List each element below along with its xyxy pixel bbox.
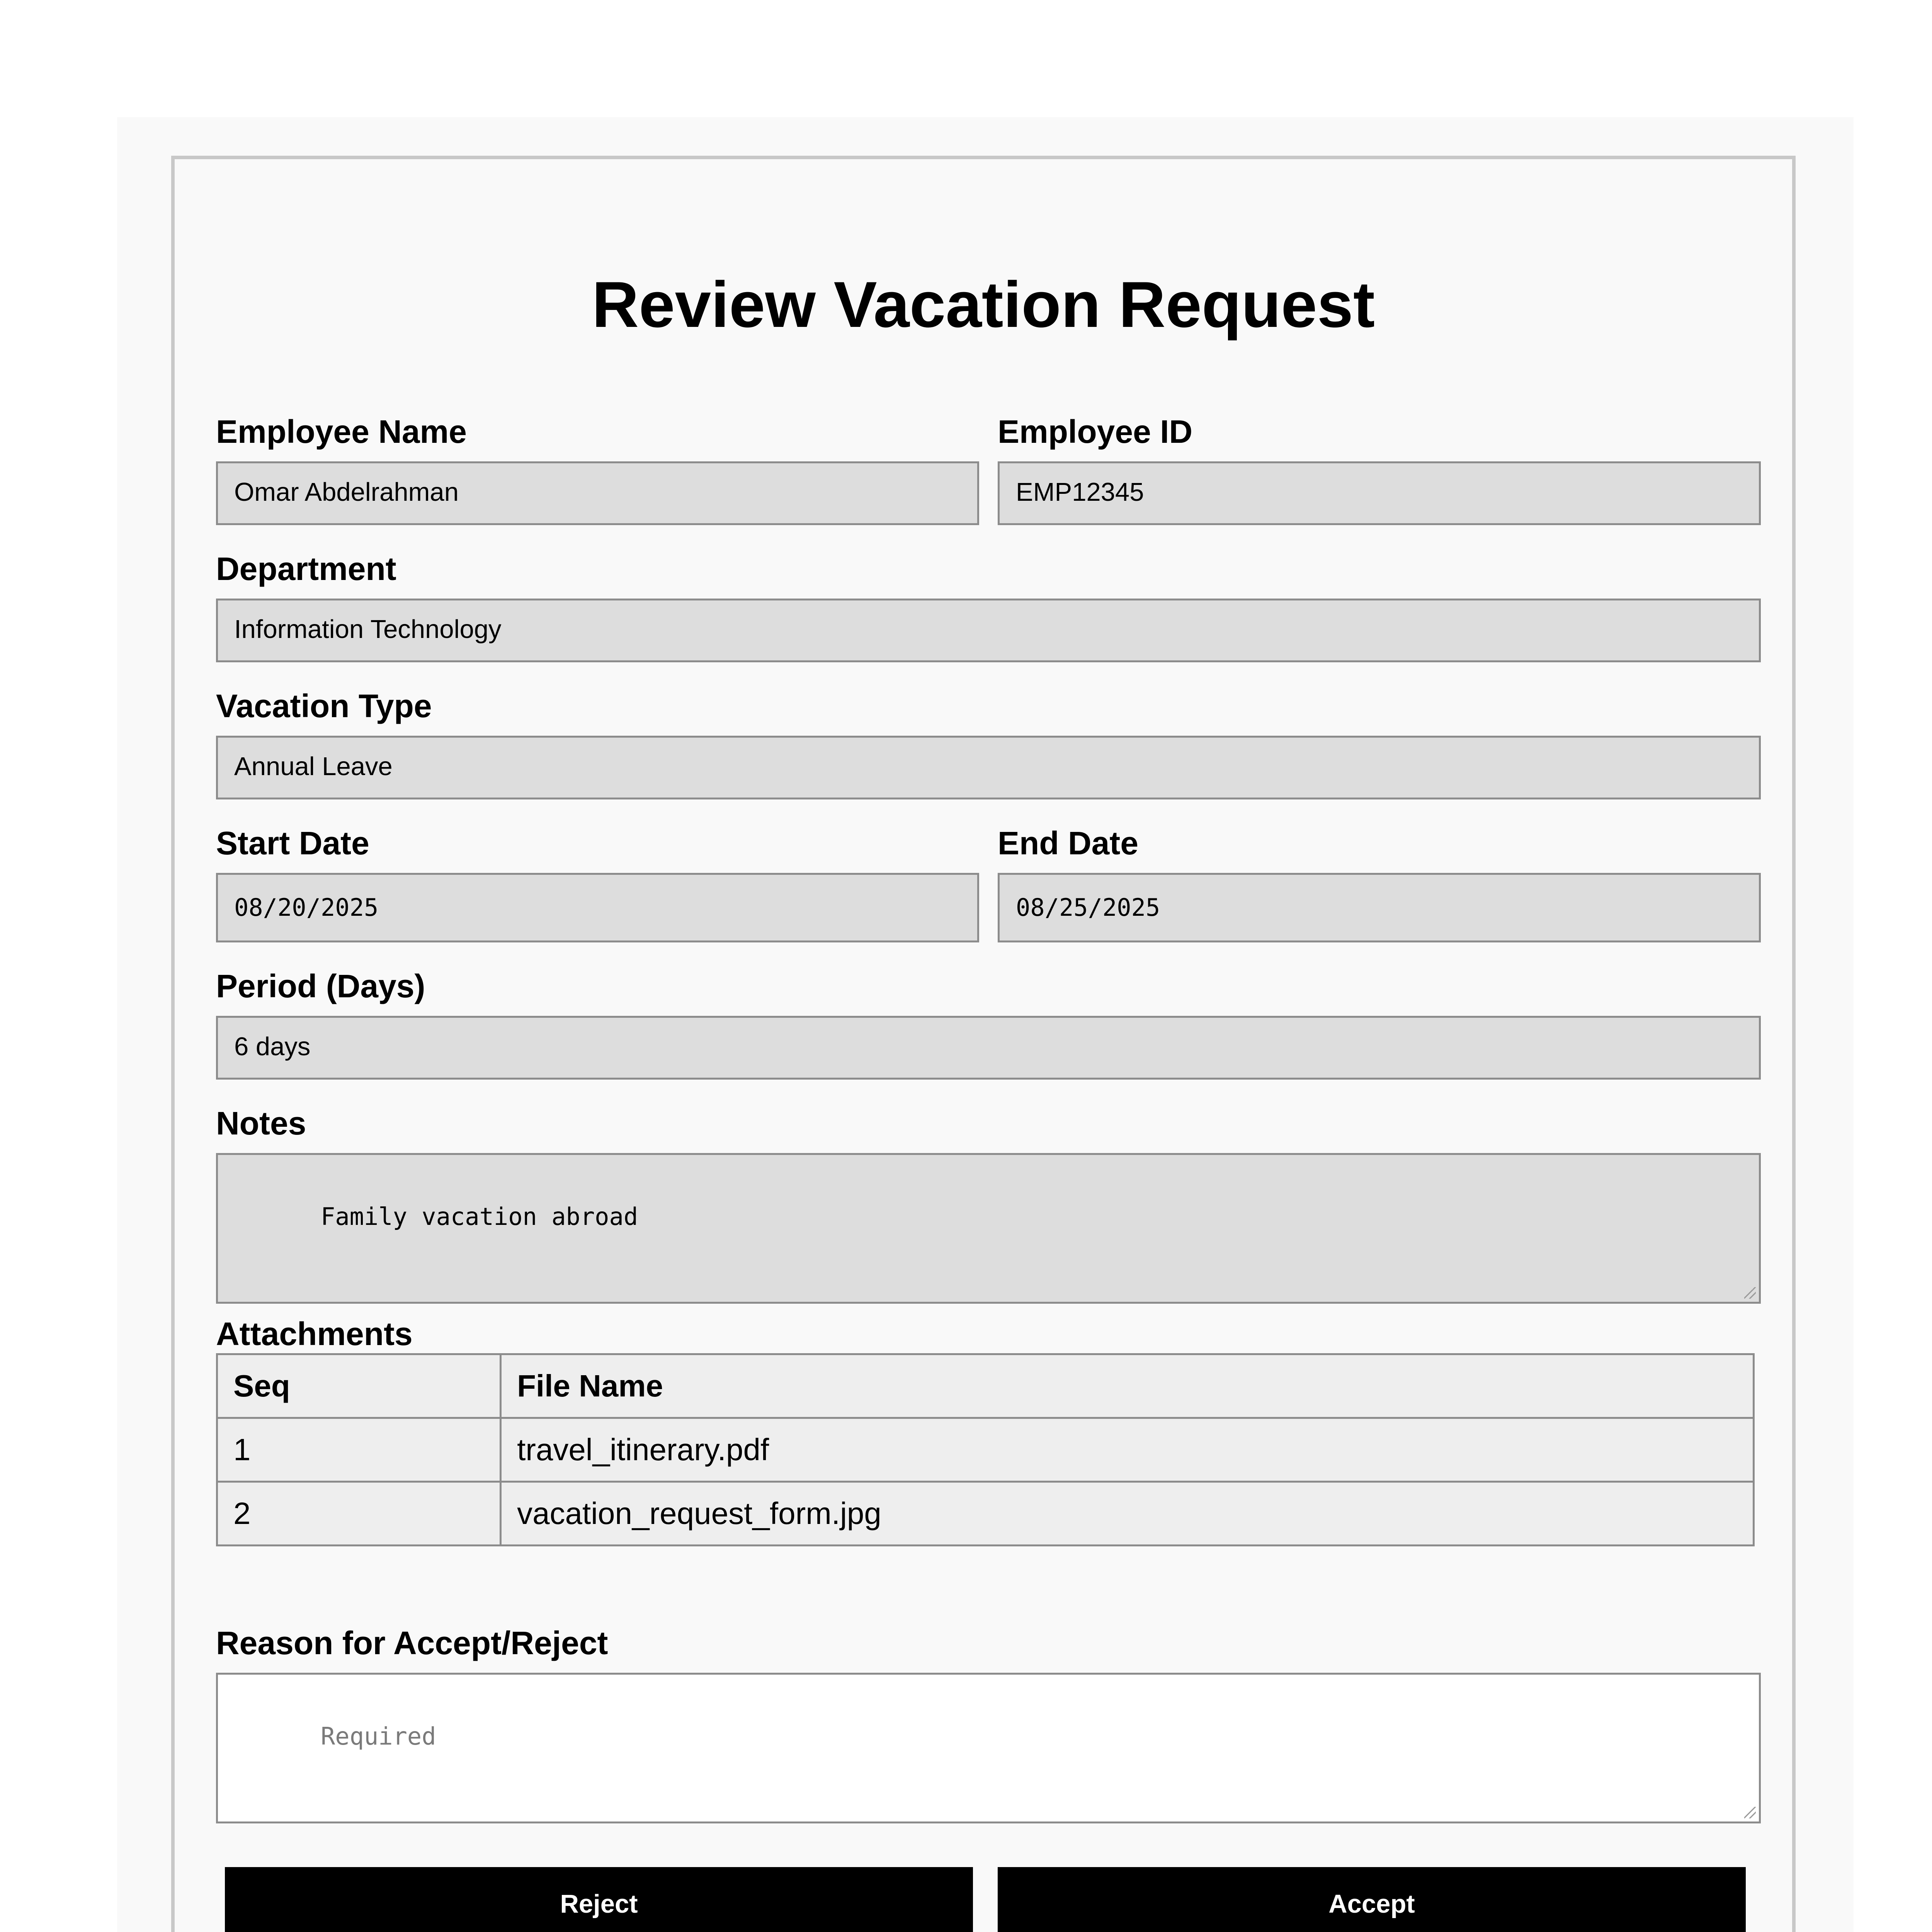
vacation-review-form — [171, 156, 1796, 1932]
end-date-field[interactable] — [998, 873, 1761, 942]
attachments-table — [216, 1353, 1755, 1546]
end-date-value: 08/25/2025 — [1016, 893, 1160, 922]
attachment-file-name[interactable]: vacation_request_form.jpg — [501, 1482, 1754, 1546]
department-field[interactable] — [216, 599, 1761, 662]
column-header-seq: Seq — [217, 1354, 501, 1418]
reason-label: Reason for Accept/Reject — [216, 1625, 608, 1661]
vacation-type-value: Annual Leave — [234, 752, 393, 781]
page-sheet — [117, 117, 1854, 1932]
resize-handle-icon[interactable] — [1744, 1287, 1756, 1299]
start-date-value: 08/20/2025 — [234, 893, 379, 922]
employee-name-field[interactable] — [216, 461, 979, 525]
department-value: Information Technology — [234, 615, 502, 644]
table-row[interactable] — [217, 1418, 1754, 1482]
table-header-row — [217, 1354, 1754, 1418]
reason-placeholder: Required — [320, 1722, 436, 1750]
attachment-seq: 2 — [217, 1482, 501, 1546]
period-value: 6 days — [234, 1032, 311, 1061]
table-row[interactable] — [217, 1482, 1754, 1546]
notes-label: Notes — [216, 1105, 306, 1141]
employee-name-value: Omar Abdelrahman — [234, 478, 459, 507]
vacation-type-field[interactable] — [216, 736, 1761, 799]
reason-textarea[interactable] — [216, 1673, 1761, 1823]
notes-textarea[interactable] — [216, 1153, 1761, 1304]
department-label: Department — [216, 551, 396, 587]
end-date-label: End Date — [998, 825, 1139, 861]
column-header-file-name: File Name — [501, 1354, 1754, 1418]
employee-id-value: EMP12345 — [1016, 478, 1144, 507]
start-date-label: Start Date — [216, 825, 369, 861]
vacation-type-label: Vacation Type — [216, 688, 432, 724]
period-label: Period (Days) — [216, 968, 425, 1004]
attachments-label: Attachments — [216, 1316, 413, 1352]
start-date-field[interactable] — [216, 873, 979, 942]
attachment-file-name[interactable]: travel_itinerary.pdf — [501, 1418, 1754, 1482]
attachment-seq: 1 — [217, 1418, 501, 1482]
resize-handle-icon[interactable] — [1744, 1807, 1756, 1818]
accept-button[interactable]: Accept — [998, 1867, 1746, 1932]
employee-id-field[interactable] — [998, 461, 1761, 525]
employee-id-label: Employee ID — [998, 413, 1193, 450]
notes-value: Family vacation abroad — [320, 1202, 638, 1231]
page-title: Review Vacation Request — [592, 268, 1375, 341]
employee-name-label: Employee Name — [216, 413, 467, 450]
reject-button[interactable]: Reject — [225, 1867, 973, 1932]
period-field[interactable] — [216, 1016, 1761, 1080]
